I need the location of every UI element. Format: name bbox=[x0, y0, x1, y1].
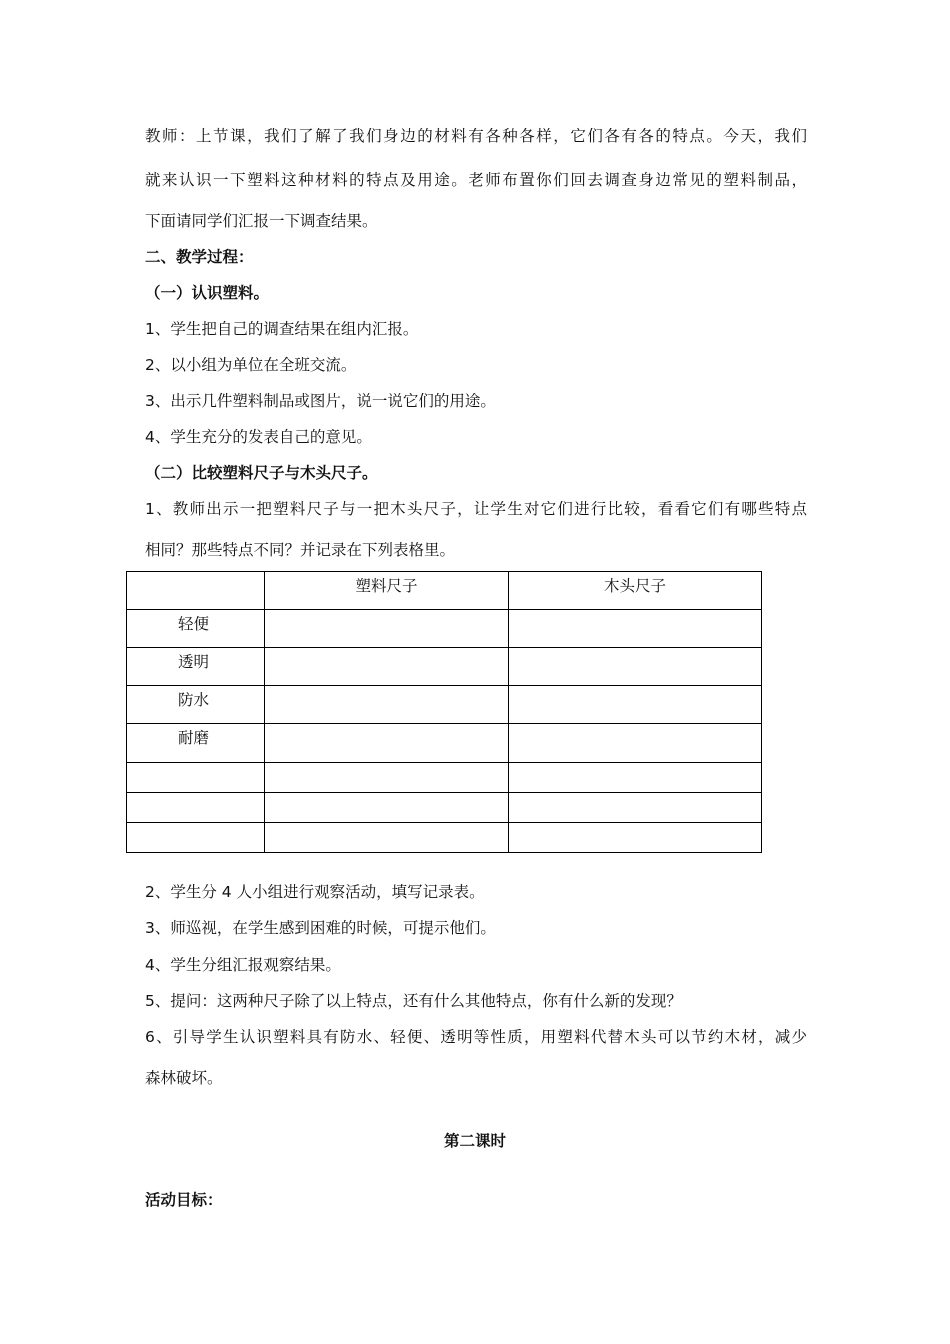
table-cell bbox=[509, 793, 762, 823]
table-cell-property: 轻便 bbox=[127, 610, 265, 648]
intro-line-1: 教师：上节课，我们了解了我们身边的材料有各种各样，它们各有各的特点。今天，我们 bbox=[145, 127, 807, 145]
table-cell bbox=[265, 763, 509, 793]
table-cell-property bbox=[127, 823, 265, 853]
list-item: 3、出示几件塑料制品或图片，说一说它们的用途。 bbox=[145, 392, 496, 410]
list-item-continuation: 森林破坏。 bbox=[145, 1069, 223, 1087]
table-header-plastic-ruler: 塑料尺子 bbox=[265, 572, 509, 610]
table-cell-property: 防水 bbox=[127, 686, 265, 724]
table-row bbox=[127, 610, 762, 648]
table-cell bbox=[509, 763, 762, 793]
list-item: 4、学生分组汇报观察结果。 bbox=[145, 956, 341, 974]
section-heading-teaching-process: 二、教学过程： bbox=[145, 248, 254, 266]
table-cell-property: 耐磨 bbox=[127, 724, 265, 763]
list-item: 5、提问：这两种尺子除了以上特点，还有什么其他特点，你有什么新的发现？ bbox=[145, 992, 682, 1010]
table-cell-property: 透明 bbox=[127, 648, 265, 686]
list-item: 2、以小组为单位在全班交流。 bbox=[145, 356, 357, 374]
table-cell-property bbox=[127, 793, 265, 823]
subheading-compare-rulers: （二）比较塑料尺子与木头尺子。 bbox=[145, 464, 378, 482]
table-cell bbox=[265, 793, 509, 823]
lesson-title: 第二课时 bbox=[443, 1132, 506, 1150]
table-row bbox=[127, 823, 762, 853]
table-cell bbox=[509, 648, 762, 686]
table-cell bbox=[265, 686, 509, 724]
table-cell bbox=[509, 724, 762, 763]
subheading-know-plastic: （一）认识塑料。 bbox=[145, 284, 270, 302]
table-header-wood-ruler: 木头尺子 bbox=[509, 572, 762, 610]
table-cell bbox=[265, 823, 509, 853]
table-cell bbox=[509, 823, 762, 853]
table-row bbox=[127, 686, 762, 724]
list-item: 4、学生充分的发表自己的意见。 bbox=[145, 428, 372, 446]
table-cell bbox=[509, 610, 762, 648]
list-item-continuation: 相同？那些特点不同？并记录在下列表格里。 bbox=[145, 541, 456, 559]
table-cell bbox=[509, 686, 762, 724]
table-row bbox=[127, 763, 762, 793]
list-item: 1、学生把自己的调查结果在组内汇报。 bbox=[145, 320, 419, 338]
table-header-row bbox=[127, 572, 762, 610]
table-header-cell bbox=[127, 572, 265, 610]
table-row bbox=[127, 793, 762, 823]
table-row bbox=[127, 648, 762, 686]
list-item: 2、学生分 4 人小组进行观察活动，填写记录表。 bbox=[145, 883, 485, 901]
activity-goals-heading: 活动目标： bbox=[145, 1191, 223, 1209]
comparison-table bbox=[126, 571, 762, 853]
list-item: 3、师巡视，在学生感到困难的时候，可提示他们。 bbox=[145, 919, 496, 937]
table-cell bbox=[265, 724, 509, 763]
table-cell bbox=[265, 648, 509, 686]
intro-line-3: 下面请同学们汇报一下调查结果。 bbox=[145, 212, 378, 230]
list-item: 6、引导学生认识塑料具有防水、轻便、透明等性质，用塑料代替木头可以节约木材，减少 bbox=[145, 1028, 807, 1046]
intro-line-2: 就来认识一下塑料这种材料的特点及用途。老师布置你们回去调查身边常见的塑料制品， bbox=[145, 171, 807, 189]
table-cell bbox=[265, 610, 509, 648]
list-item: 1、教师出示一把塑料尺子与一把木头尺子，让学生对它们进行比较，看看它们有哪些特点 bbox=[145, 500, 807, 518]
table-row bbox=[127, 724, 762, 763]
table-cell-property bbox=[127, 763, 265, 793]
